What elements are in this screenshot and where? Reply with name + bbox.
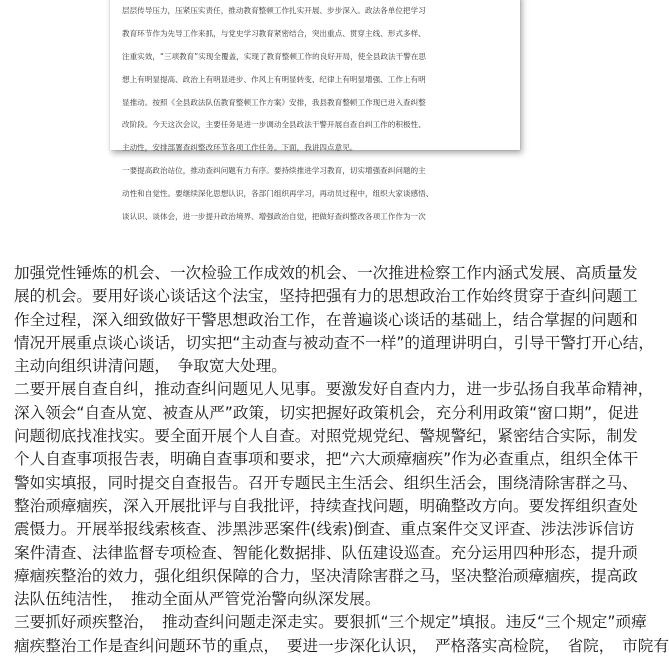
body-text: [14, 262, 669, 658]
body-line: 深入领会“自查从宽、被查从严”政策，切实把握好政策机会，充分利用政策“窗口期”，促进: [14, 403, 639, 422]
thumbnail-line: 改阶段。今天这次会议，主要任务是进一步调动全县政法干警开展自查自纠工作的积极性、: [122, 120, 426, 130]
body-line: 作全过程，深入细致做好干警思想政治工作，在普遍谈心谈话的基础上，结合掌握的问题和: [14, 310, 638, 329]
thumbnail-line: 显推动。按照《全县政法队伍教育整顿工作方案》安排，我县教育整顿工作现已进入查纠整: [122, 97, 426, 107]
thumbnail-page: [110, 0, 520, 221]
thumbnail-line: 谈认识、谈体会，进一步提升政治境界、增强政治自觉，把做好查纠整改各项工作作为一次: [122, 211, 426, 221]
body-line: 个人自查事项报告表，明确自查事项和要求，把“六大顽瘴痼疾”作为必查重点，组织全体干: [14, 450, 639, 469]
document-thumbnail: [0, 0, 640, 250]
thumbnail-line: 注重实效，“三项教育”实现全覆盖，实现了教育整顿工作的良好开局，使全县政法干警在思: [122, 52, 427, 62]
body-line: 问题彻底找准找实。要全面开展个人自查。对照党规党纪、警规警纪，紧密结合实际，制发: [14, 427, 638, 446]
body-line: 加强党性锤炼的机会、一次检验工作成效的机会、一次推进检察工作内涵式发展、高质量发: [14, 264, 638, 282]
body-line: 三要抓好顽疾整治， 推动查纠问题走深走实。要狠抓“三个规定”填报。违反“三个规定”顽瘴: [14, 613, 647, 632]
thumbnail-line: 想上有明显提高、政治上有明显进步、作风上有明显转变、纪律上有明显增强、工作上有明: [122, 74, 426, 84]
body-line: 二要开展自查自纠，推动查纠问题见人见事。要激发好自查内力，进一步弘扬自我革命精神，: [14, 380, 654, 399]
body-line: 主动向组织讲清问题， 争取宽大处理。: [14, 357, 287, 376]
body-line: 震慑力。开展举报线索核查、涉黑涉恶案件(线索)倒查、重点案件交叉评查、涉法涉诉信访: [14, 520, 635, 539]
body-line: 警如实填报，同时提交自查报告。召开专题民主生活会、组织生活会，围绕清除害群之马、: [14, 473, 638, 492]
body-line: 情况开展重点谈心谈话，切实把“主动查与被动查不一样”的道理讲明白，引导干警打开心结，: [14, 333, 654, 352]
body-line: 瘴痼疾整治的效力，强化组织保障的合力，坚决清除害群之马，坚决整治顽瘴痼疾，提高政: [14, 566, 638, 585]
thumbnail-line: 一要提高政治站位，推动查纠问题有力有序。要持续推进学习教育，切实增强查纠问题的主: [122, 166, 426, 176]
body-line: 法队伍纯洁性， 推动全面从严管党治警向纵深发展。: [14, 590, 381, 609]
thumbnail-line: 动性和自觉性。要继续深化思想认识，各部门组织再学习，再动员过程中，组织大家谈感悟、: [122, 188, 434, 198]
thumbnail-line: 教育环节作为先导工作来抓，与党史学习教育紧密结合，突出重点、贯穿主线、形式多样、: [122, 29, 426, 39]
thumbnail-line: 层层传导压力，压紧压实责任，推动教育整顿工作扎实开展、步步深入。政法各单位把学习: [122, 6, 426, 16]
thumbnail-line: 主动性，安排部署查纠整改环节各项工作任务。下面，我讲四点意见。: [122, 143, 358, 153]
body-line: 展的机会。要用好谈心谈话这个法宝，坚持把强有力的思想政治工作始终贯穿于查纠问题工: [14, 287, 638, 306]
thumbnail-text: [122, 0, 516, 234]
body-line: 痼疾整治工作是查纠问题环节的重点， 要进一步深化认识， 严格落实高检院， 省院， 市院有: [14, 636, 669, 655]
body-line: 案件清查、法律监督专项检查、智能化数据排、队伍建设巡查。充分运用四种形态，提升顽: [14, 543, 638, 562]
body-line: 整治顽瘴痼疾，深入开展批评与自我批评，持续查找问题，明确整改方向。要发挥组织查处: [14, 496, 638, 515]
